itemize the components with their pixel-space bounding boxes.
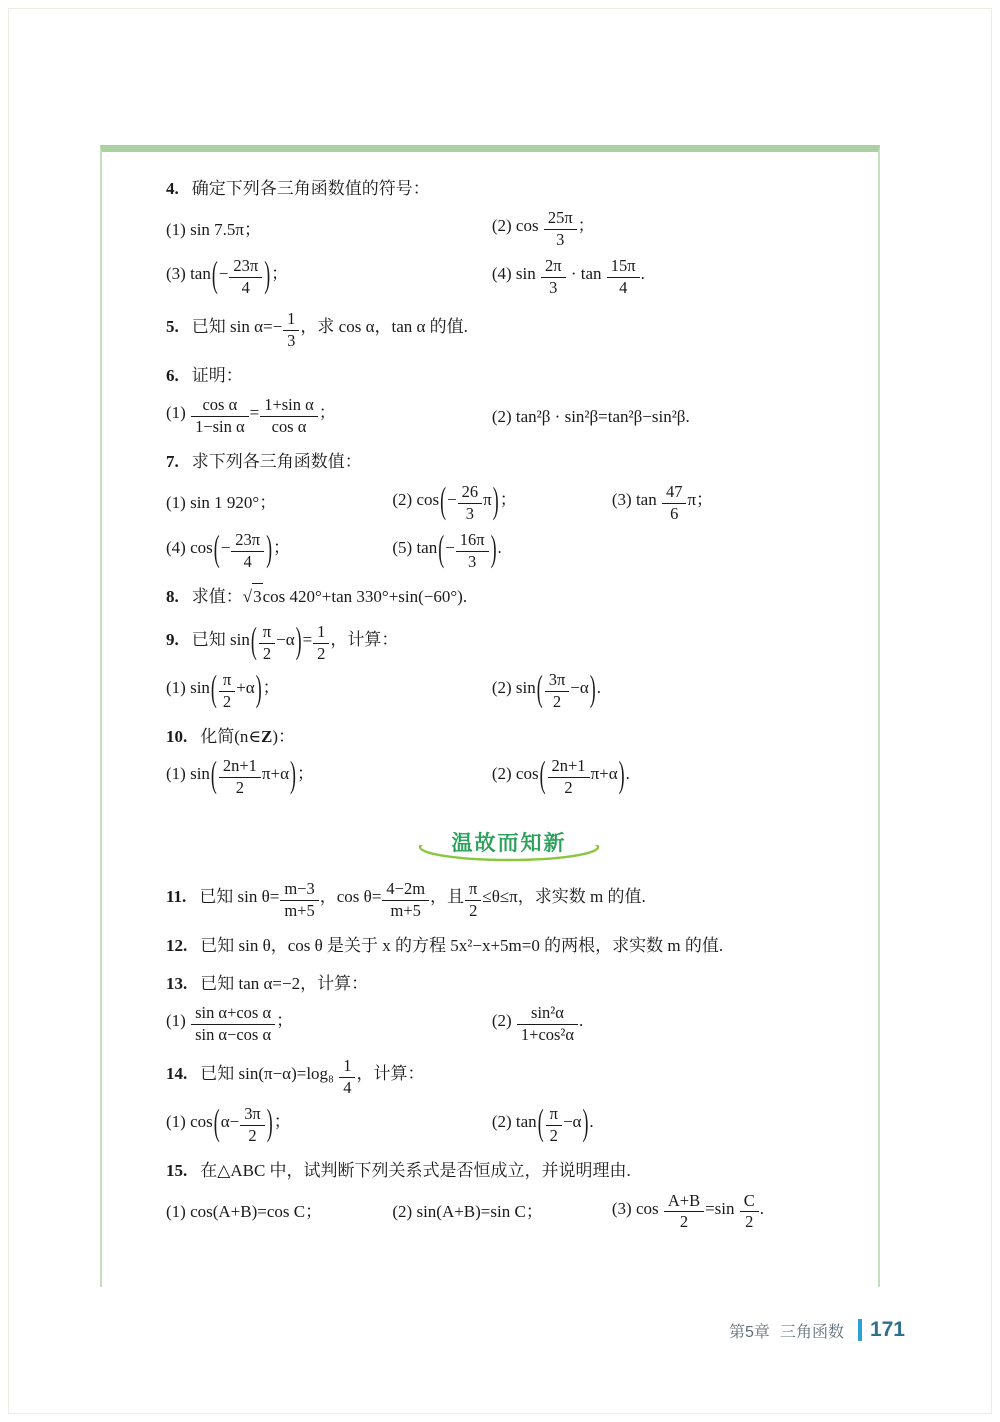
fraction-denominator: sin α−cos α bbox=[195, 1025, 272, 1045]
fraction-denominator: 4 bbox=[619, 278, 628, 298]
fraction-denominator: 2 bbox=[317, 643, 326, 663]
page-footer bbox=[729, 1318, 905, 1342]
left-paren: ( bbox=[440, 479, 447, 521]
problem-subitem: (3) cos $\frac{A+B}{2}$ =sin $\frac{C}{2}$ . bbox=[611, 1190, 765, 1232]
fraction-numerator: sin α+cos α bbox=[191, 1004, 275, 1025]
fraction bbox=[191, 396, 249, 437]
fraction-numerator: 3π bbox=[545, 671, 570, 692]
problem-subitem: (1) $\frac{\text{sin α+cos α}}{\text{sin α−cos α}}$ ； bbox=[166, 1003, 294, 1045]
problem bbox=[166, 449, 852, 571]
problem-subitem: (1) $\frac{\text{cos α}}{\text{1−sin α}}$ = $\frac{\text{1+sin α}}{\text{cos α}}$ ； bbox=[166, 395, 336, 437]
fraction bbox=[219, 671, 235, 712]
problem-subitem: (1) sin( $\frac{2n+1}{2}$ π+α)； bbox=[166, 757, 492, 798]
fraction bbox=[664, 1192, 704, 1233]
sqrt-expression bbox=[243, 583, 263, 610]
fraction-numerator: 2π bbox=[541, 257, 566, 278]
right-paren: ) bbox=[266, 527, 273, 569]
problem-subitems-row bbox=[166, 667, 852, 712]
problem-subitem: (5) tan(− $\frac{16\pi}{3}$ ). bbox=[392, 531, 612, 572]
fraction-denominator: cos α bbox=[271, 417, 307, 437]
problem-rows bbox=[166, 479, 852, 572]
left-paren: ( bbox=[537, 1101, 544, 1143]
fraction-numerator: 1 bbox=[283, 310, 299, 331]
fraction bbox=[544, 209, 577, 250]
right-paren: ) bbox=[490, 527, 497, 569]
problem-number: 6. bbox=[166, 366, 179, 386]
problem-subitem: (4) cos(− $\frac{23\pi}{4}$ )； bbox=[166, 531, 392, 572]
fraction-numerator: π bbox=[219, 671, 235, 692]
problem-number: 10. bbox=[166, 726, 188, 746]
fraction-numerator: 1 bbox=[339, 1057, 355, 1078]
problem bbox=[166, 880, 852, 921]
fraction bbox=[313, 623, 329, 664]
fraction bbox=[259, 623, 275, 664]
problem-text: 求值：√3cos 420°+tan 330°+sin(−60°). bbox=[192, 587, 467, 606]
fraction bbox=[541, 257, 566, 298]
fraction-denominator: 1−sin α bbox=[195, 417, 245, 437]
fraction-denominator: 1+cos²α bbox=[520, 1025, 575, 1045]
fraction-denominator: 2 bbox=[222, 691, 232, 711]
problem-rows bbox=[166, 1192, 852, 1233]
problem-number: 9. bbox=[166, 629, 179, 649]
fraction-numerator: 23π bbox=[231, 531, 264, 552]
problem bbox=[166, 176, 852, 298]
left-paren: ( bbox=[539, 753, 546, 795]
fraction-numerator: sin²α bbox=[517, 1004, 578, 1025]
problem-statement bbox=[166, 933, 852, 959]
left-paren: ( bbox=[213, 527, 220, 569]
problem-number: 14. bbox=[166, 1064, 188, 1084]
problem-text: 已知 sin θ= $\frac{m-3}{m+5}$ ，cos θ= $\frac{4-2m}{m+5}$ ，且 $\frac{\pi}{2}$ ≤θ≤π，求实数 m 的值. bbox=[199, 878, 646, 920]
problem-statement bbox=[166, 310, 852, 351]
left-paren: ( bbox=[438, 527, 445, 569]
fraction-numerator: 15π bbox=[607, 257, 640, 278]
right-paren: ) bbox=[295, 619, 302, 661]
fraction-numerator: 16π bbox=[456, 531, 489, 552]
right-paren: ) bbox=[264, 253, 271, 295]
fraction bbox=[546, 1105, 562, 1146]
fraction bbox=[191, 1004, 275, 1045]
right-paren: ) bbox=[589, 667, 596, 709]
problem-statement bbox=[166, 1057, 852, 1098]
review-heading bbox=[166, 828, 852, 872]
fraction bbox=[240, 1105, 265, 1146]
fraction bbox=[458, 483, 482, 524]
problem-subitems-row bbox=[166, 1192, 852, 1233]
fraction-denominator: 2 bbox=[552, 691, 562, 711]
fraction bbox=[740, 1192, 759, 1233]
problem-statement bbox=[166, 449, 852, 475]
problem-rows bbox=[166, 1004, 852, 1045]
fraction-numerator: cos α bbox=[191, 396, 249, 417]
problem-rows bbox=[166, 396, 852, 437]
fraction-denominator: 6 bbox=[670, 503, 679, 523]
right-paren: ) bbox=[618, 753, 625, 795]
left-paren: ( bbox=[211, 253, 218, 295]
problem-subitems-row bbox=[166, 1101, 852, 1146]
problem-subitem: (1) sin 7.5π； bbox=[166, 219, 261, 239]
problem bbox=[166, 933, 852, 959]
problem-subitem: (2) tan( $\frac{\pi}{2}$ −α). bbox=[492, 1105, 594, 1146]
fraction-numerator: π bbox=[546, 1105, 562, 1126]
problem-number: 8. bbox=[166, 587, 179, 607]
fraction-numerator: m−3 bbox=[280, 880, 318, 901]
problem-text: 已知 sin θ，cos θ 是关于 x 的方程 5x²−x+5m=0 的两根，求实数 m 的值. bbox=[200, 935, 724, 955]
problem-subitem: (1) sin( $\frac{\pi}{2}$ +α)； bbox=[166, 671, 492, 712]
fraction bbox=[283, 310, 299, 351]
fraction-denominator: 2 bbox=[235, 777, 245, 797]
fraction-denominator: 2 bbox=[549, 1126, 558, 1146]
problem-subitems-row bbox=[166, 396, 852, 437]
problem-number: 15. bbox=[166, 1161, 188, 1181]
review-title: 温故而知新 bbox=[451, 831, 567, 855]
fraction-denominator: 3 bbox=[556, 230, 565, 250]
problem bbox=[166, 310, 852, 351]
fraction bbox=[662, 483, 686, 524]
problem bbox=[166, 1158, 852, 1232]
problem bbox=[166, 363, 852, 437]
fraction-denominator: 2 bbox=[262, 643, 272, 663]
problem-subitem: (1) cos(α− $\frac{3\pi}{2}$ )； bbox=[166, 1105, 492, 1146]
fraction-numerator: 2n+1 bbox=[548, 757, 590, 778]
right-paren: ) bbox=[266, 1101, 273, 1143]
fraction-denominator: 3 bbox=[465, 503, 475, 523]
review-heading-inner bbox=[440, 828, 579, 872]
fraction bbox=[231, 531, 264, 572]
problem-text: 在△ABC 中，试判断下列关系式是否恒成立，并说明理由. bbox=[200, 1161, 631, 1181]
fraction-denominator: 2 bbox=[469, 900, 478, 920]
problem-statement bbox=[166, 880, 852, 921]
problem-text: 证明： bbox=[191, 366, 243, 386]
fraction bbox=[229, 257, 262, 298]
left-paren: ( bbox=[213, 1101, 220, 1143]
fraction-numerator: π bbox=[465, 880, 481, 901]
fraction-numerator: 2n+1 bbox=[219, 757, 261, 778]
fraction-numerator: 26 bbox=[458, 483, 482, 504]
fraction bbox=[517, 1004, 578, 1045]
problem-number: 5. bbox=[166, 317, 179, 337]
problem-text: 已知 sin(π−α)=log₈ $\frac{1}{4}$ ，计算： bbox=[200, 1056, 425, 1098]
problem-text: 已知 tan α=−2，计算： bbox=[200, 974, 369, 994]
problem-subitem: (2) $\frac{\text{sin²α}}{\text{1+cos²α}}$ . bbox=[491, 1003, 584, 1045]
left-paren: ( bbox=[210, 753, 217, 795]
problem-rows bbox=[166, 667, 852, 712]
fraction-denominator: 2 bbox=[679, 1212, 689, 1232]
problem bbox=[166, 971, 852, 1045]
problem-subitems-row bbox=[166, 253, 852, 298]
problem-number: 11. bbox=[166, 886, 187, 906]
problem bbox=[166, 583, 852, 610]
fraction-denominator: 2 bbox=[248, 1126, 257, 1146]
problem-statement bbox=[166, 1158, 852, 1184]
problem-text: 求下列各三角函数值： bbox=[191, 452, 362, 472]
fraction bbox=[280, 880, 318, 921]
fraction bbox=[382, 880, 429, 921]
radicand: 3 bbox=[252, 583, 263, 610]
fraction-denominator: 3 bbox=[287, 331, 296, 351]
problem-statement bbox=[166, 971, 852, 997]
problem-subitem: (3) tan(− $\frac{23\pi}{4}$ )； bbox=[166, 257, 492, 298]
problem-subitems-row bbox=[166, 527, 852, 572]
problem-subitem: (3) tan $\frac{47}{6}$ π； bbox=[611, 481, 714, 523]
fraction bbox=[548, 757, 590, 798]
problem-number: 4. bbox=[166, 179, 179, 198]
fraction-numerator: C bbox=[740, 1192, 759, 1213]
fraction bbox=[545, 671, 570, 712]
problem-subitems-row bbox=[166, 479, 852, 524]
fraction-denominator: 2 bbox=[745, 1212, 754, 1232]
fraction-denominator: 4 bbox=[343, 1078, 352, 1098]
problem-subitems-row bbox=[166, 1004, 852, 1045]
problem-number: 7. bbox=[166, 452, 179, 472]
problem-statement bbox=[166, 176, 852, 202]
problem bbox=[166, 724, 852, 798]
fraction-numerator: 1 bbox=[313, 623, 329, 644]
fraction-denominator: m+5 bbox=[284, 900, 315, 920]
problem-subitem: (1) sin 1 920°； bbox=[166, 492, 277, 512]
fraction-numerator: π bbox=[259, 623, 275, 644]
problem-subitems-row bbox=[166, 209, 852, 250]
fraction bbox=[339, 1057, 355, 1098]
right-paren: ) bbox=[582, 1101, 589, 1143]
fraction-denominator: 3 bbox=[549, 278, 558, 298]
fraction-numerator: 23π bbox=[229, 257, 262, 278]
footer-page-number: 171 bbox=[869, 1318, 905, 1341]
footer-section: 三角函数 bbox=[779, 1323, 844, 1341]
problem-text: 已知 sin( $\frac{\pi}{2}$ −α)= $\frac{1}{2}$ ，计算： bbox=[192, 630, 399, 649]
problem-rows bbox=[166, 209, 852, 298]
problem-subitem: (2) sin( $\frac{3\pi}{2}$ −α). bbox=[492, 671, 601, 712]
right-paren: ) bbox=[255, 667, 262, 709]
problem-subitem: (2) sin(A+B)=sin C； bbox=[392, 1201, 543, 1221]
fraction bbox=[219, 757, 261, 798]
content-area bbox=[100, 145, 880, 1287]
problem-subitem: (2) cos $\frac{25\pi}{3}$ ； bbox=[491, 208, 595, 250]
problem-subitem: (1) cos(A+B)=cos C； bbox=[166, 1201, 323, 1221]
problem-statement bbox=[166, 724, 852, 750]
problems-top bbox=[166, 176, 852, 798]
problem-number: 12. bbox=[166, 935, 188, 955]
fraction-denominator: 4 bbox=[241, 278, 250, 298]
problem-statement bbox=[166, 583, 852, 610]
problem-text: 确定下列各三角函数值的符号： bbox=[191, 179, 430, 198]
problem-subitem: (4) sin $\frac{2\pi}{3}$ · tan $\frac{15\pi}{4}$ . bbox=[491, 256, 645, 298]
left-paren: ( bbox=[250, 619, 257, 661]
bold-symbol: Z bbox=[261, 726, 273, 746]
problem-rows bbox=[166, 753, 852, 798]
problem-text: 已知 sin α=− $\frac{1}{3}$ ，求 cos α，tan α 的值. bbox=[191, 309, 468, 351]
problem-statement bbox=[166, 619, 852, 664]
problem-subitem: (2) tan²β · sin²β=tan²β−sin²β. bbox=[491, 406, 690, 426]
problem bbox=[166, 619, 852, 712]
problem-text: 化简(n∈Z)： bbox=[200, 726, 296, 746]
fraction bbox=[260, 396, 318, 437]
problems-bottom bbox=[166, 880, 852, 1233]
fraction-numerator: 25π bbox=[544, 209, 577, 230]
fraction-denominator: 3 bbox=[468, 551, 477, 571]
right-paren: ) bbox=[492, 479, 499, 521]
problem-subitem: (2) cos(− $\frac{26}{3}$ π)； bbox=[392, 483, 612, 524]
problem-rows bbox=[166, 1101, 852, 1146]
problem bbox=[166, 1057, 852, 1146]
footer-chapter: 第5章 bbox=[729, 1323, 770, 1341]
fraction-numerator: 3π bbox=[240, 1105, 265, 1126]
radical-sign: √ bbox=[242, 587, 253, 607]
fraction-numerator: 1+sin α bbox=[260, 396, 318, 417]
problem-subitems-row bbox=[166, 753, 852, 798]
right-paren: ) bbox=[289, 753, 296, 795]
fraction-numerator: 47 bbox=[662, 483, 686, 504]
fraction-denominator: 4 bbox=[243, 551, 252, 571]
footer-divider-bar bbox=[858, 1319, 862, 1341]
fraction-denominator: 2 bbox=[564, 777, 573, 797]
fraction bbox=[607, 257, 640, 298]
fraction-numerator: A+B bbox=[664, 1192, 704, 1213]
problem-number: 13. bbox=[166, 974, 188, 994]
fraction bbox=[465, 880, 481, 921]
problem-subitem: (2) cos( $\frac{2n+1}{2}$ π+α). bbox=[492, 757, 630, 798]
left-paren: ( bbox=[536, 667, 543, 709]
left-paren: ( bbox=[210, 667, 217, 709]
fraction bbox=[456, 531, 489, 572]
fraction-denominator: m+5 bbox=[390, 900, 421, 920]
problem-statement bbox=[166, 363, 852, 389]
fraction-numerator: 4−2m bbox=[382, 880, 429, 901]
